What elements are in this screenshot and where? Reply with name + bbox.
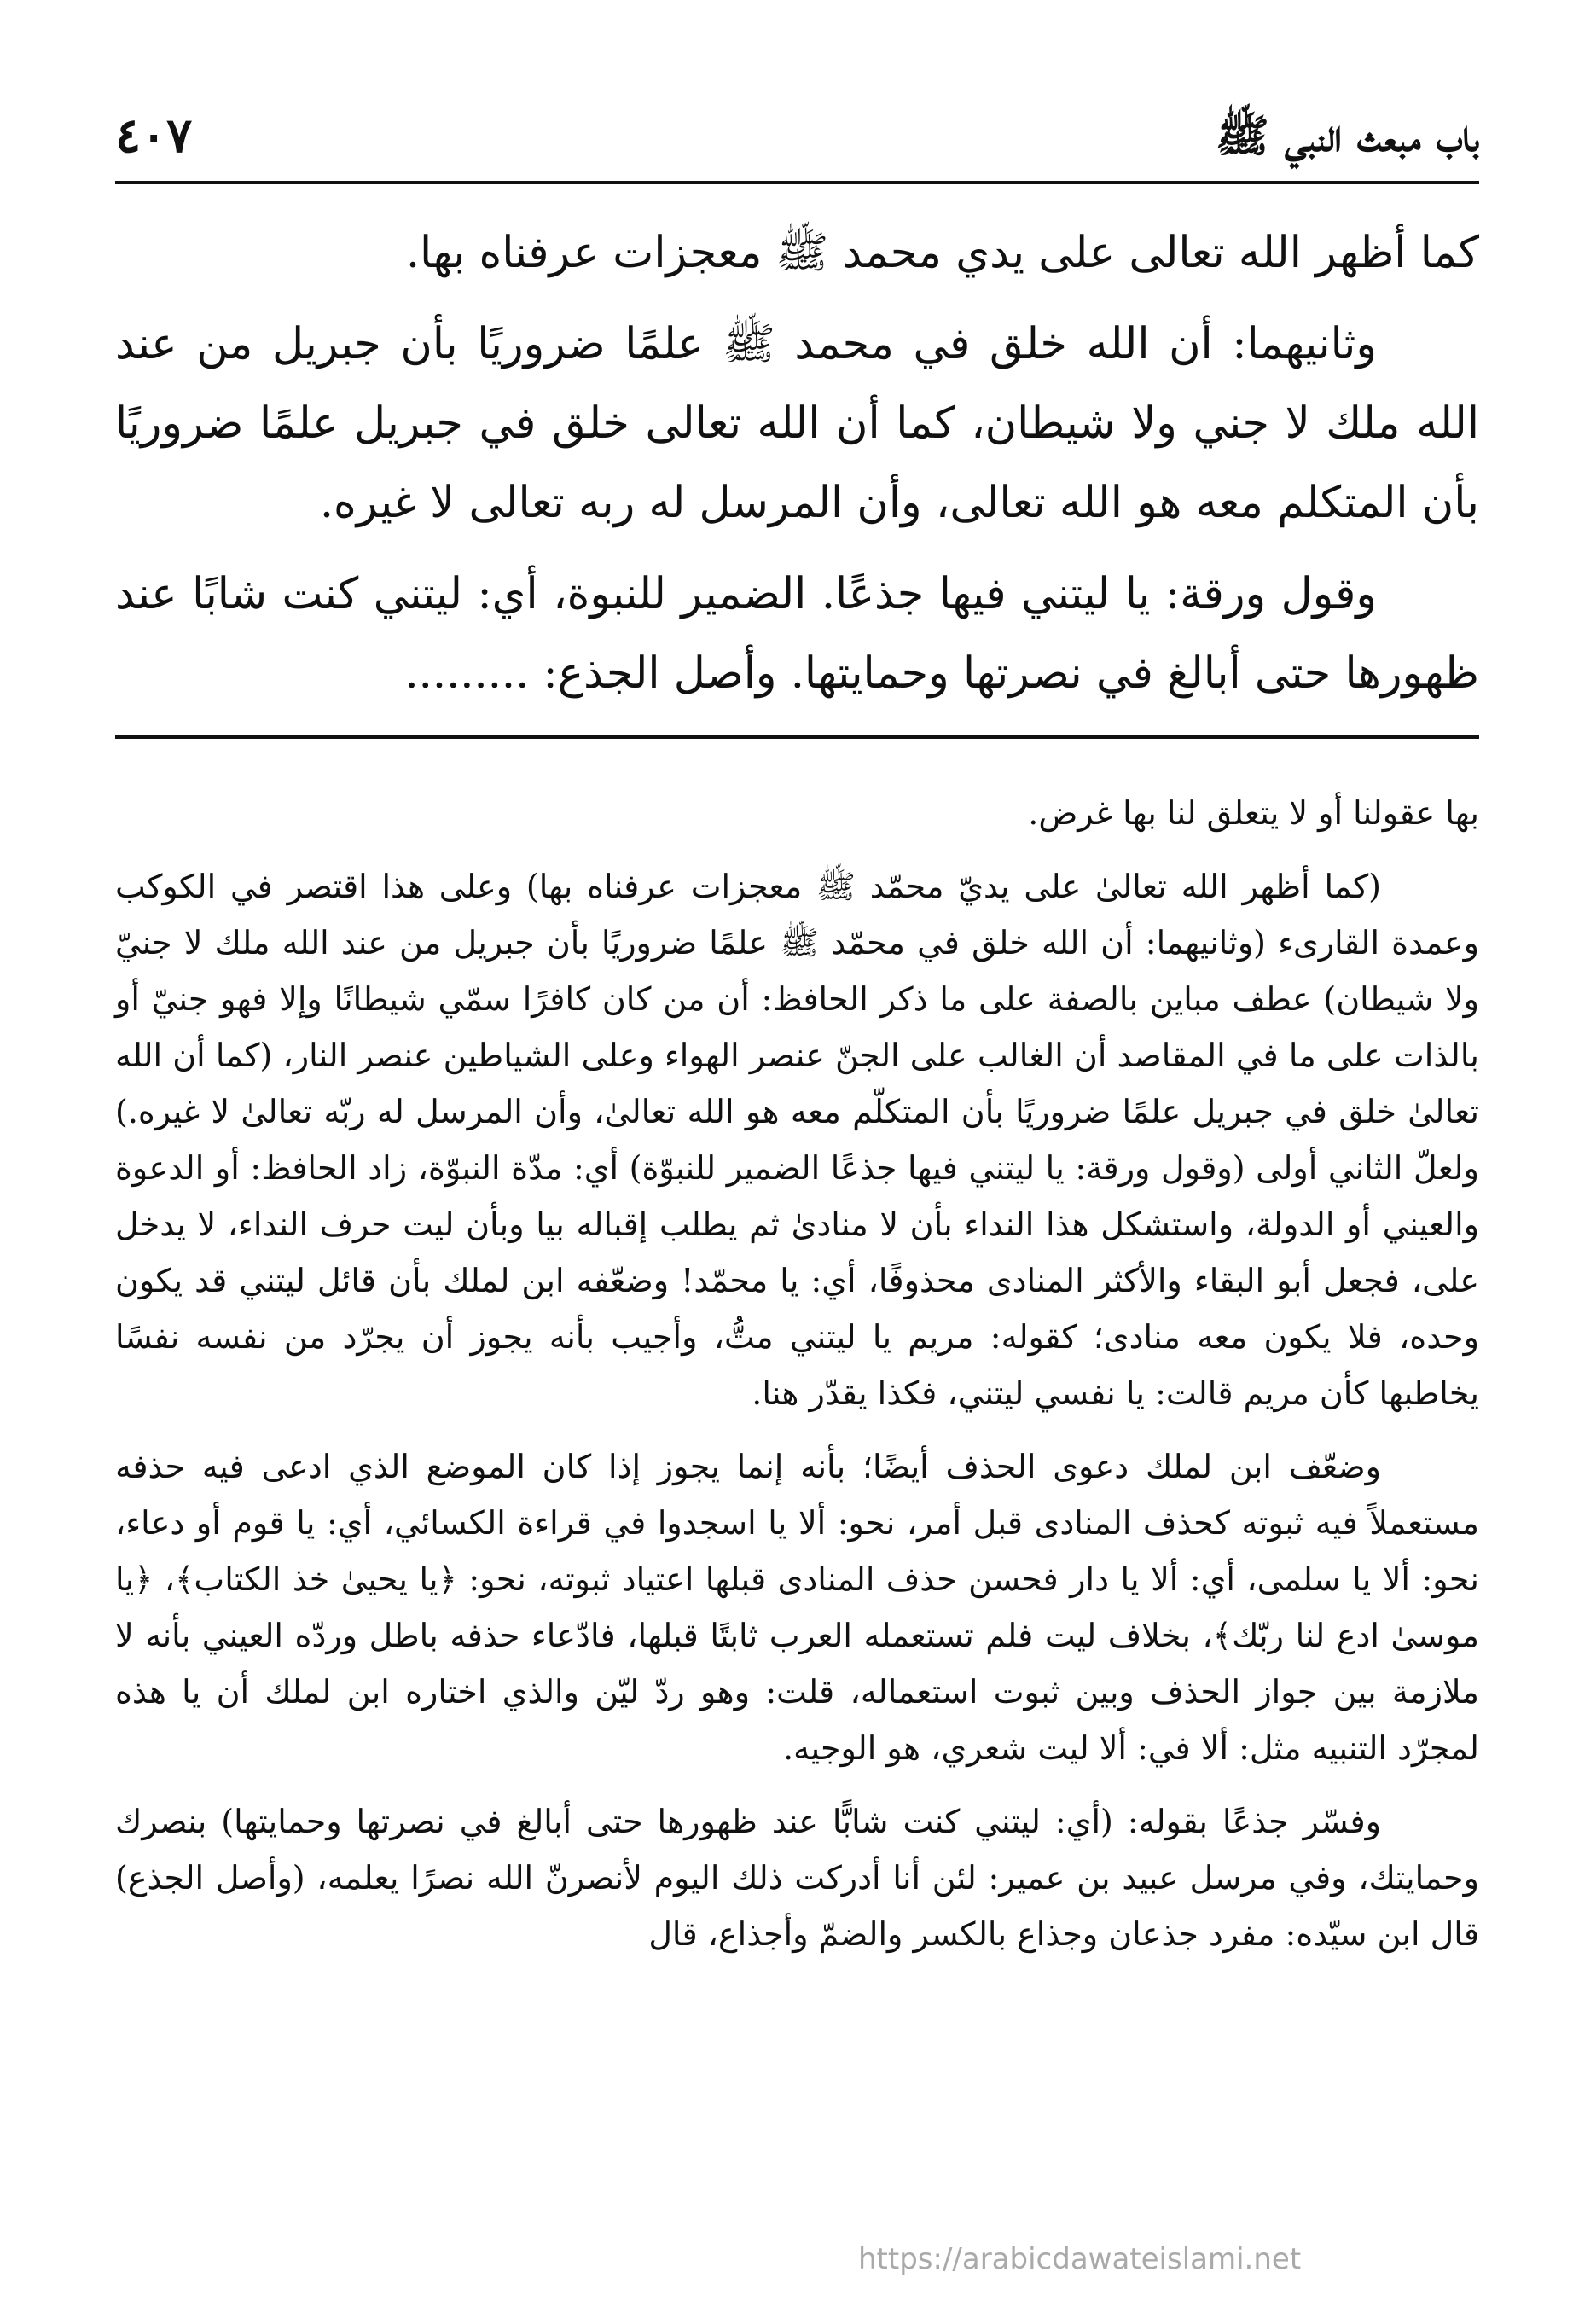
page-number: ٤٠٧ [115,107,193,164]
commentary-block [115,785,1479,1979]
page-header [115,101,1479,190]
commentary-paragraph: (كما أظهر الله تعالىٰ على يديّ محمّد ﷺ معجزات عرفناه بها) وعلى هذا اقتصر في الكوكب وعمدة القارىء (وثانيهما: أن الله خلق في محمّد ﷺ علمًا ضروريًا بأن جبريل من عند الله ملك لا جنيّ ولا شيطان) عطف مباين بالصفة على ما ذكر الحافظ: أن من كان كافرًا سمّي شيطانًا وإلا فهو جنيّ أو بالذات على ما في المقاصد أن الغالب على الجنّ عنصر الهواء وعلى الشياطين عنصر النار، (كما أن الله تعالىٰ خلق في جبريل علمًا ضروريًا بأن المتكلّم معه هو الله تعالىٰ، وأن المرسل له ربّه تعالىٰ لا غيره.) ولعلّ الثاني أولى (وقول ورقة: يا ليتني فيها جذعًا الضمير للنبوّة) أي: مدّة النبوّة، زاد الحافظ: أو الدعوة والعيني أو الدولة، واستشكل هذا النداء بأن لا منادىٰ ثم يطلب إقباله بيا وبأن ليت حرف النداء، لا يدخل على، فجعل أبو البقاء والأكثر المنادى محذوفًا، أي: يا محمّد! وضعّفه ابن لملك بأن قائل ليتني قد يكون وحده، فلا يكون معه منادى؛ كقوله: مريم يا ليتني متُّ، وأجيب بأنه يجوز أن يجرّد من نفسه نفسًا يخاطبها كأن مريم قالت: يا نفسي ليتني، فكذا يقدّر هنا. [115,868,1480,1412]
chapter-title: باب مبعث النبي ﷺ [1215,110,1479,162]
main-text-block [115,213,1479,725]
commentary-paragraph: بها عقولنا أو لا يتعلق لنا بها غرض. [1028,794,1479,832]
main-paragraph: وقول ورقة: يا ليتني فيها جذعًا. الضمير للنبوة، أي: ليتني كنت شابًا عند ظهورها حتى أبالغ في نصرتها وحمايتها. وأصل الجذع: ......... [115,569,1479,699]
commentary-paragraph: وفسّر جذعًا بقوله: (أي: ليتني كنت شابًّا عند ظهورها حتى أبالغ في نصرتها وحمايتها) بنصرك وحمايتك، وفي مرسل عبيد بن عمير: لئن أنا أدركت ذلك اليوم لأنصرنّ الله نصرًا يعلمه، (وأصل الجذع) قال ابن سيّده: مفرد جذعان وجذاع بالكسر والضمّ وأجذاع، قال [115,1803,1479,1953]
header-divider [115,181,1479,184]
main-paragraph: وثانيهما: أن الله خلق في محمد ﷺ علمًا ضروريًا بأن جبريل من عند الله ملك لا جني ولا شيطان، كما أن الله تعالى خلق في جبريل علمًا ضروريًا بأن المتكلم معه هو الله تعالى، وأن المرسل له ربه تعالى لا غيره. [115,319,1479,528]
text-commentary-divider [115,735,1479,739]
main-paragraph: كما أظهر الله تعالى على يدي محمد ﷺ معجزات عرفناه بها. [405,228,1479,278]
watermark-url: https://arabicdawateislami.net [853,2242,1306,2276]
commentary-paragraph: وضعّف ابن لملك دعوى الحذف أيضًا؛ بأنه إنما يجوز إذا كان الموضع الذي ادعى فيه حذفه مستعملاً فيه ثبوته كحذف المنادى قبل أمر، نحو: ألا يا اسجدوا في قراءة الكسائي، أي: يا قوم أو دعاء، نحو: ألا يا سلمى، أي: ألا يا دار فحسن حذف المنادى قبلها اعتياد ثبوته، نحو: ﴿يا يحيىٰ خذ الكتاب﴾، ﴿يا موسىٰ ادع لنا ربّك﴾، بخلاف ليت فلم تستعمله العرب ثابتًا قبلها، فادّعاء حذفه باطل وردّه العيني بأنه لا ملازمة بين جواز الحذف وبين ثبوت استعماله، قلت: وهو ردّ ليّن والذي اختاره ابن لملك أن يا هذه لمجرّد التنبيه مثل: ألا في: ألا ليت شعري، هو الوجيه. [115,1448,1479,1767]
